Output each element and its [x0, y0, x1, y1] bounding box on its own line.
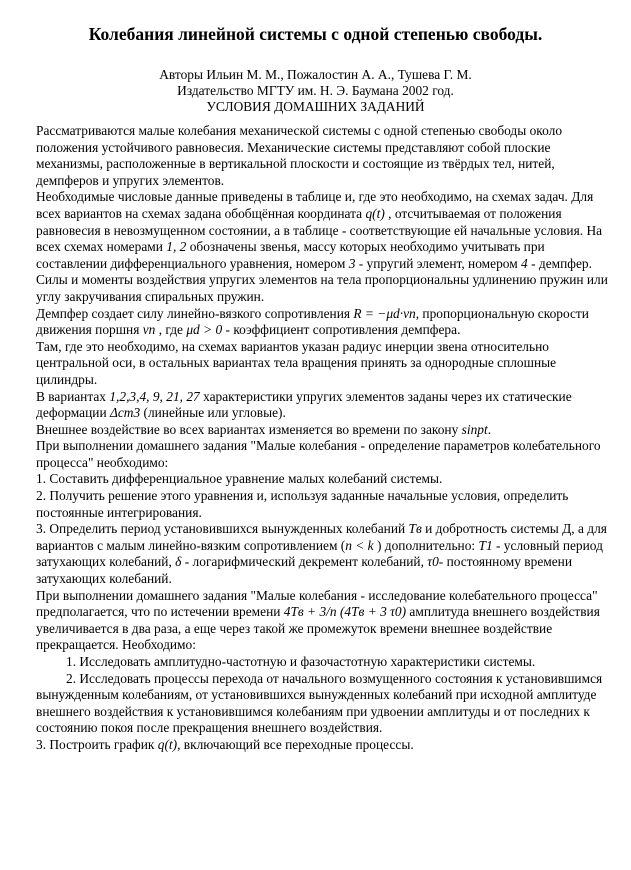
- paragraph-numeric-data: [36, 189, 611, 272]
- text-span: (линейные или угловые).: [140, 405, 286, 421]
- text-span: - коэффициент сопротивления демпфера.: [222, 322, 461, 338]
- text-span: ) дополнительно:: [373, 537, 479, 553]
- list-item: [36, 671, 611, 737]
- time-expression: 4Tв + 3/n: [283, 604, 337, 620]
- sine-law: sinpt: [461, 421, 488, 437]
- piston-velocity: vп: [142, 322, 156, 338]
- text-span: - условный период затухающих колебаний,: [36, 537, 603, 570]
- list-item: [36, 521, 611, 587]
- list-item: 1. Исследовать амплитудно-частотную и фазочастотную характеристики системы.: [66, 654, 536, 669]
- text-span: Внешнее воздействие во всех вариантах изменяется во времени по закону: [36, 421, 462, 437]
- time-expression-alt: (4Tв + 3 τ0): [339, 604, 407, 620]
- text-span: В вариантах: [36, 388, 110, 404]
- paragraph-external-action: [36, 422, 611, 439]
- link-numbers: 1, 2: [166, 239, 187, 255]
- text-span: .: [487, 421, 492, 437]
- list-item: 2. Получить решение этого уравнения и, используя заданные начальные условия, определить постоянные интегрирования.: [36, 488, 569, 520]
- paragraph-task-two-intro: [36, 588, 611, 654]
- variant-numbers: 1,2,3,4, 9, 21, 27: [109, 388, 200, 404]
- text-span: , где: [155, 322, 187, 338]
- text-span: 3. Построить график: [36, 736, 158, 752]
- log-decrement-symbol: δ: [175, 554, 182, 570]
- elastic-number: 3: [348, 255, 356, 271]
- list-item: 1. Составить дифференциальное уравнение малых колебаний системы.: [36, 471, 443, 487]
- damper-number: 4: [521, 255, 528, 271]
- text-span: Необходимые числовые данные приведены в таблице и, где это необходимо, на схемах задач. Для всех вариантов на схемах задана обобщённая координата: [36, 189, 594, 221]
- forced-period-symbol: Tв: [408, 521, 422, 537]
- text-span: 3. Определить период установившихся вынужденных колебаний: [36, 521, 409, 537]
- damper-force-formula: R = −μd·vп: [353, 305, 416, 321]
- coordinate-q: q(t): [157, 736, 178, 752]
- text-span: , отсчитываемая от положения равновесия в невозмущенном состоянии, а в таблице - соответствующие ей начальные условия. На всех схемах номерами: [36, 205, 603, 255]
- text-span: При выполнении домашнего задания "Малые колебания - исследование колебательного процесса" предполагается, что по истечении времени: [36, 587, 598, 620]
- paragraph-radius-inertia: Там, где это необходимо, на схемах вариантов указан радиус инерции звена относительно центральной оси, в остальных вариантах тела вращения принять за однородные сплошные цилиндры.: [36, 338, 557, 387]
- text-span: - демпфер.: [527, 255, 592, 271]
- publisher-line: Издательство МГТУ им. Н. Э. Баумана 2002 год.: [177, 83, 454, 98]
- static-deformation-symbol: Δст3: [109, 405, 141, 421]
- damped-period-symbol: T1: [478, 537, 493, 553]
- text-span: - упругий элемент, номером: [355, 255, 522, 271]
- paragraph-damper: [36, 306, 611, 339]
- text-span: - постоянному времени затухающих колебаний.: [36, 554, 573, 587]
- document-title: Колебания линейной системы с одной степенью свободы.: [88, 24, 543, 44]
- paragraph-elastic-forces: Силы и моменты воздействия упругих элементов на тела пропорциональны удлинению пружин или углу закручивания спиральных пружин.: [36, 272, 608, 304]
- coordinate-q: q(t): [365, 205, 385, 221]
- text-span: и добротность системы Д, а для вариантов с малым линейно-вязким сопротивлением (: [36, 521, 607, 553]
- small-damping-condition: n < k: [345, 537, 374, 553]
- paragraph-task-one-intro: При выполнении домашнего задания "Малые колебания - определение параметров колебательного процесса" необходимо:: [36, 438, 601, 470]
- text-span: обозначены звенья, массу которых необходимо учитывать при составлении дифференциального уравнения, номером: [36, 239, 545, 271]
- body-text: [36, 123, 611, 754]
- time-constant-symbol: τ0: [427, 554, 439, 570]
- paragraph-intro: Рассматриваются малые колебания механической системы с одной степенью свободы около положения устойчивого равновесия. Механические системы представляют собой плоские механизмы, расположенные в вертикальной плоскости и состоящие из твёрдых тел, нитей, демпферов и упругих элементов.: [36, 123, 563, 188]
- text-span: характеристики упругих элементов заданы через их статические деформации: [36, 388, 572, 421]
- list-item: [36, 737, 611, 754]
- text-span: , включающий все переходные процессы.: [177, 736, 414, 752]
- text-span: , пропорциональную скорости движения поршня: [36, 305, 589, 338]
- damping-coefficient: μd > 0: [186, 322, 223, 338]
- paragraph-static-deformations: [36, 389, 611, 422]
- text-span: амплитуда внешнего воздействия увеличивается в два раза, а еще через такой же промежуток времени внешнее воздействие прекращается. Необходимо:: [36, 604, 600, 653]
- text-span: Демпфер создает силу линейно-вязкого сопротивления: [36, 305, 354, 321]
- authors-line: Авторы Ильин М. М., Пожалостин А. А., Тушева Г. М.: [159, 67, 472, 82]
- text-span: - логарифмический декремент колебаний,: [181, 554, 428, 570]
- text-span: 2. Исследовать процессы перехода от начального возмущенного состояния к установившимся вынужденным колебаниям, от установившихся вынужденных колебаний при исходной амплитуде внешнего воздействия к установившимся колебаниям при удвоении амплитуды и от последних к состоянию покоя после прекращения внешнего воздействия.: [36, 670, 603, 736]
- section-heading: УСЛОВИЯ ДОМАШНИХ ЗАДАНИЙ: [206, 99, 425, 114]
